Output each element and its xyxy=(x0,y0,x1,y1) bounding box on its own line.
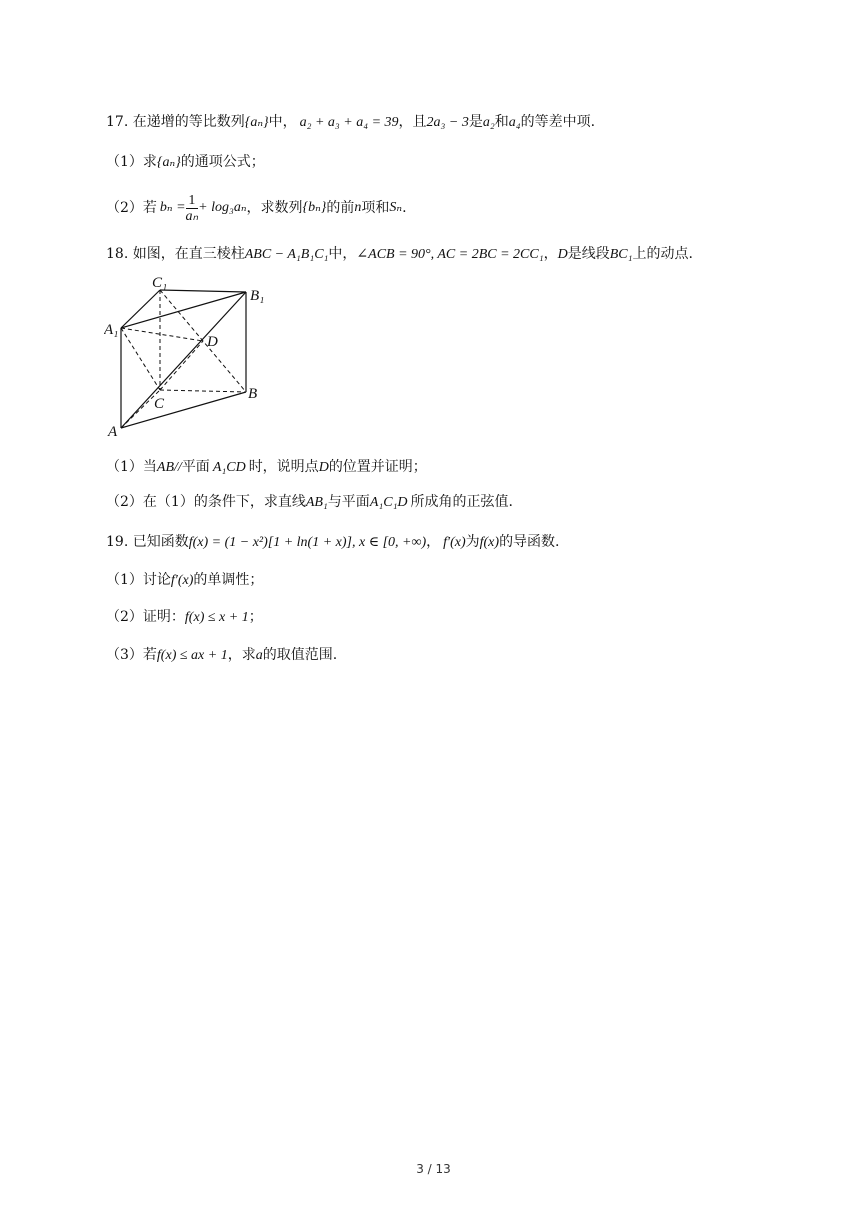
q18-part2-text: 与平面 xyxy=(327,494,370,510)
q17-term-a4: a₄ xyxy=(508,115,521,130)
q17-part1-label: （1）求 xyxy=(106,154,157,170)
q17-stem xyxy=(106,112,595,133)
q18-part2 xyxy=(106,492,513,513)
q17-sequence: {aₙ} xyxy=(244,115,269,130)
q18-part2-label: （2）在（1）的条件下，求直线 xyxy=(106,494,306,510)
q17-sn: Sₙ xyxy=(389,200,403,215)
q18-plane-a1c1d: A₁C₁D xyxy=(369,495,408,510)
hidden-a1-c xyxy=(121,328,160,390)
q17-stem-text: 的等差中项. xyxy=(520,114,596,130)
hidden-a1-d xyxy=(121,328,203,341)
q17-part2-text: 项和 xyxy=(361,200,390,216)
q18-prism: ABC − A₁B₁C₁ xyxy=(244,247,329,262)
q17-stem-text: 中， xyxy=(268,114,297,130)
q19-part3 xyxy=(106,645,337,666)
q19-stem-text: 已知函数 xyxy=(132,534,189,550)
q18-segment-bc1: BC₁ xyxy=(609,247,633,262)
q18-stem-text: ， xyxy=(543,246,558,262)
hidden-c-b xyxy=(160,390,246,392)
q18-part2-text: 所成角的正弦值. xyxy=(410,494,513,510)
q19-number: 19. xyxy=(106,534,129,550)
q17-part2-end: . xyxy=(402,200,407,216)
q19-part3-text: ，求 xyxy=(227,647,256,663)
q18-stem-text: 是线段 xyxy=(567,246,610,262)
q18-line-ab1: AB₁ xyxy=(305,495,328,510)
label-b1: B₁ xyxy=(250,288,265,304)
q17-term-a2: a₂ xyxy=(482,115,495,130)
q17-fraction-denominator: aₙ xyxy=(185,208,199,224)
q17-number: 17. xyxy=(106,114,129,130)
q19-part3-text: 的取值范围. xyxy=(262,647,338,663)
q18-line-ab: AB// xyxy=(156,460,182,475)
edge-c1-b1 xyxy=(160,290,246,292)
q18-part1 xyxy=(106,457,427,478)
q19-part1-text: 的单调性； xyxy=(193,572,264,588)
q19-part2-label: （2）证明： xyxy=(106,609,185,625)
q19-part2 xyxy=(106,607,263,628)
q18-plane-a1cd: A₁CD xyxy=(212,460,246,475)
q17-part1 xyxy=(106,152,265,173)
q19-derivative: f′(x) xyxy=(443,535,466,550)
q17-stem-text: 和 xyxy=(494,114,509,130)
q18-part1-point-d: D xyxy=(318,460,329,475)
q17-part2-text: 的前 xyxy=(326,200,355,216)
q18-number: 18. xyxy=(106,246,129,262)
q19-f: f(x) xyxy=(479,535,500,550)
q19-part1-label: （1）讨论 xyxy=(106,572,171,588)
q19-part2-inequality: f(x) ≤ x + 1 xyxy=(184,610,249,625)
q17-expression: 2a₃ − 3 xyxy=(426,115,469,130)
label-c1: C₁ xyxy=(152,275,168,291)
q17-bn: bₙ = xyxy=(159,200,186,215)
page-number: 3 / 13 xyxy=(416,1162,451,1176)
q17-part2-text: 求数列 xyxy=(260,200,303,216)
q19-part1 xyxy=(106,570,263,591)
q17-n: n xyxy=(354,200,362,215)
q19-stem-text: 为 xyxy=(465,534,480,550)
q18-part1-label: （1）当 xyxy=(106,459,157,475)
label-c: C xyxy=(154,396,165,412)
q17-stem-text: 在递增的等比数列 xyxy=(132,114,245,130)
prism-figure xyxy=(104,270,284,440)
q18-stem-text: 中， xyxy=(328,246,357,262)
label-a: A xyxy=(108,424,118,440)
edge-a-b xyxy=(121,392,246,428)
q17-part2-label: （2）若 xyxy=(106,200,157,216)
q19-part3-inequality: f(x) ≤ ax + 1 xyxy=(156,648,228,663)
q17-sum-equation: a₂ + a₃ + a₄ = 39 xyxy=(299,115,399,130)
q19-stem-text: ， xyxy=(426,534,441,550)
q17-stem-text: ，且 xyxy=(398,114,427,130)
q19-function: f(x) = (1 − x²)[1 + ln(1 + x)], x ∈ [0, +∞) xyxy=(188,535,427,550)
hidden-c-d xyxy=(160,341,203,390)
q17-part1-text: 的通项公式； xyxy=(180,154,265,170)
q18-stem-text: 上的动点. xyxy=(632,246,693,262)
diagonal-a-b1 xyxy=(121,292,246,428)
q18-part1-text: 的位置并证明； xyxy=(328,459,427,475)
label-b: B xyxy=(248,386,258,402)
q17-comma: ， xyxy=(246,200,261,216)
q17-fraction-numerator: 1 xyxy=(186,193,199,209)
q19-stem xyxy=(106,532,560,553)
q19-part3-label: （3）若 xyxy=(106,647,157,663)
q19-stem-text: 的导函数. xyxy=(499,534,560,550)
q18-point-d: D xyxy=(557,247,568,262)
q19-part1-derivative: f′(x) xyxy=(170,573,194,588)
q17-log-term: + log₃aₙ xyxy=(198,200,247,215)
q17-part1-sequence: {aₙ} xyxy=(156,155,181,170)
q19-part2-end: ； xyxy=(248,609,263,625)
q18-stem xyxy=(106,244,693,265)
q19-param-a: a xyxy=(255,648,263,663)
q18-part1-text: 平面 xyxy=(181,459,210,475)
q17-stem-text: 是 xyxy=(468,114,483,130)
q18-stem-text: 如图，在直三棱柱 xyxy=(132,246,245,262)
q17-part2 xyxy=(106,190,407,226)
q17-fraction xyxy=(186,193,199,224)
q17-bn-sequence: {bₙ} xyxy=(302,200,327,215)
label-d: D xyxy=(207,334,218,350)
q18-part1-text: 时，说明点 xyxy=(248,459,319,475)
label-a1: A₁ xyxy=(104,322,119,338)
q18-condition: ∠ACB = 90°, AC = 2BC = 2CC₁ xyxy=(356,247,544,262)
